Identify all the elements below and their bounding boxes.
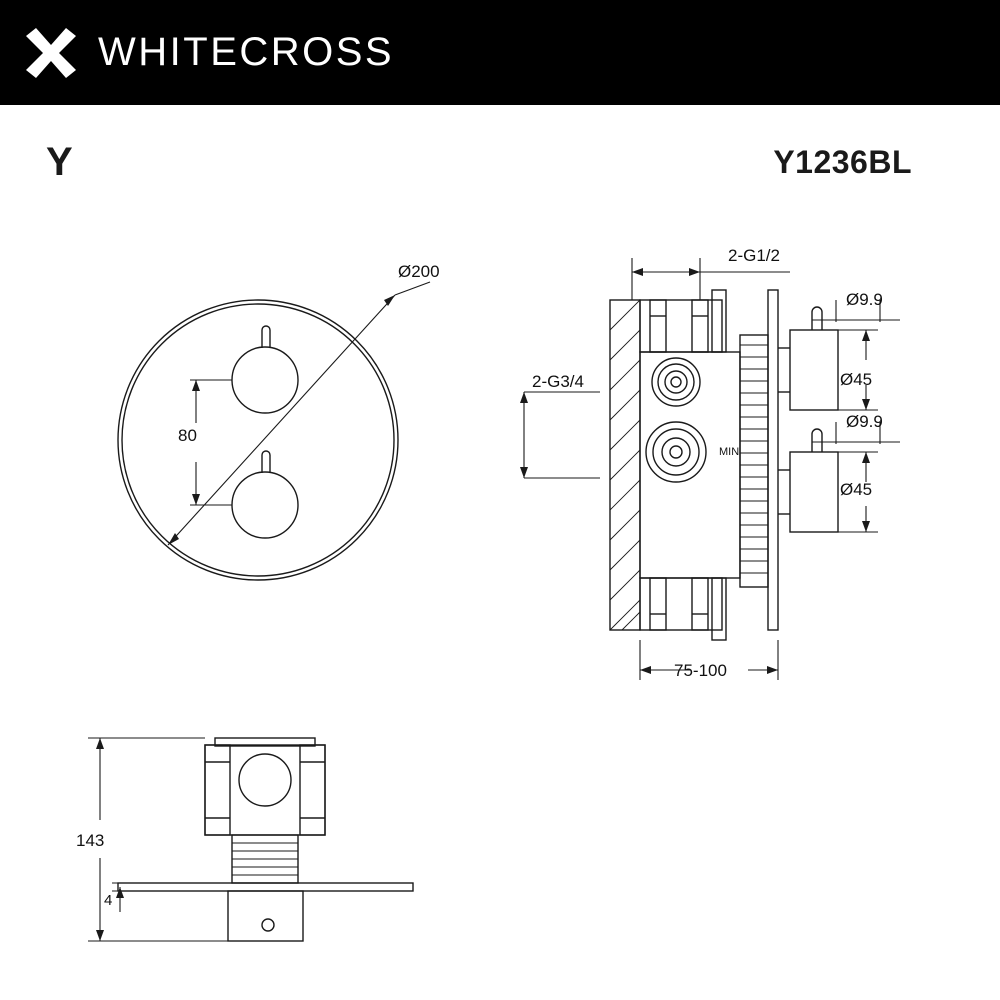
dim-outlet-od-top: Ø45 — [840, 370, 873, 389]
brand-name: WHITECROSS — [98, 30, 395, 74]
series-letter: Y — [46, 140, 73, 184]
mark-min: MIN — [719, 446, 740, 458]
dim-side-thread: 2-G3/4 — [532, 372, 584, 391]
dim-outlet-od-bottom: Ø45 — [840, 480, 873, 499]
x-cross-logo-icon — [24, 26, 78, 80]
dim-total-height: 143 — [76, 831, 105, 850]
side-view-geometry — [88, 738, 413, 941]
dim-front-diameter: Ø200 — [398, 262, 440, 281]
front-view-geometry — [118, 282, 430, 580]
dim-install-depth: 75-100 — [674, 661, 727, 680]
brand-header — [0, 0, 1000, 105]
dim-outlet-bore-bottom: Ø9.9 — [846, 412, 883, 431]
section-view-geometry — [520, 258, 900, 680]
dim-top-thread: 2-G1/2 — [728, 246, 780, 265]
model-code: Y1236BL — [773, 144, 912, 180]
dim-plate-thickness: 4 — [104, 892, 113, 909]
dim-outlet-bore-top: Ø9.9 — [846, 290, 883, 309]
dim-front-handle-spacing: 80 — [178, 426, 197, 445]
